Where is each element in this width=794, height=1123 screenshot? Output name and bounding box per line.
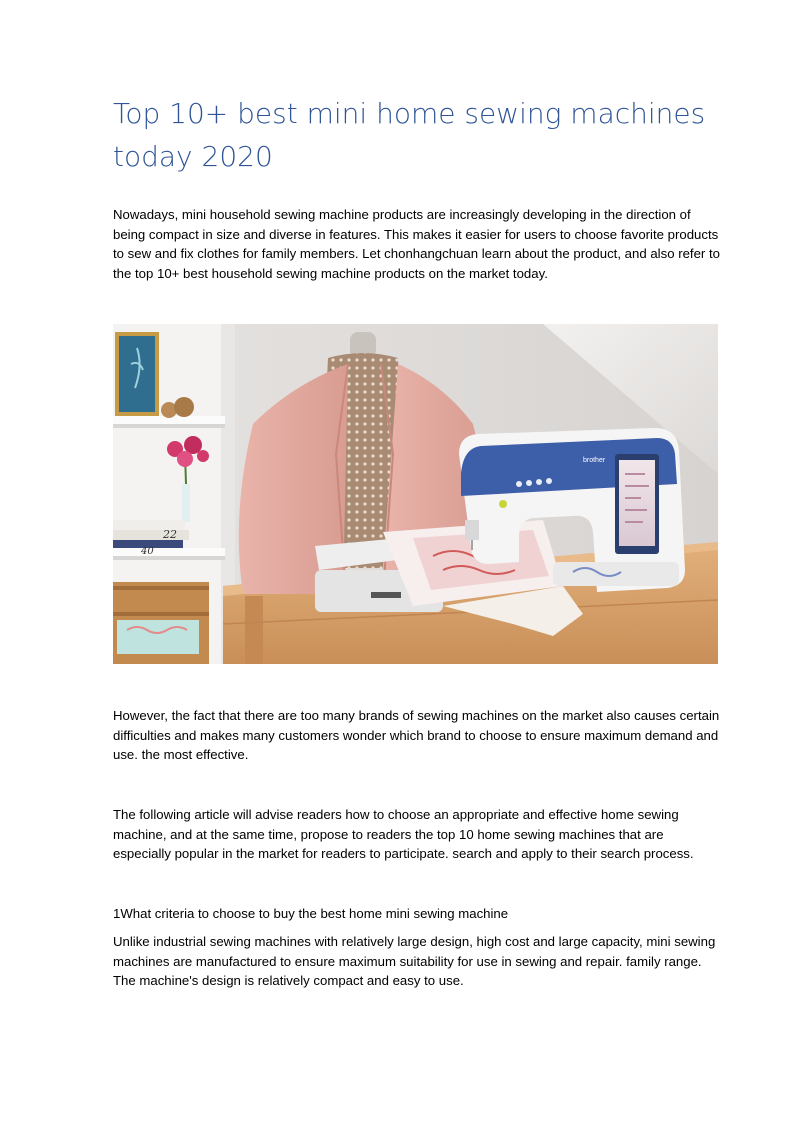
brands-paragraph: However, the fact that there are too many brands of sewing machines on the market also causes certain difficulties and makes many customers wonder which brand to choose to ensure maximum demand and use. the most effective. [113, 708, 720, 762]
machine-brand-label: brother [583, 457, 606, 464]
shelf-unit [113, 324, 235, 664]
hero-image [113, 324, 718, 664]
book-number-22: 22 [163, 528, 177, 541]
advice-paragraph: The following article will advise readers how to choose an appropriate and effective home sewing machine, and at the same time, propose to readers the top 10 home sewing machines that are especially popular in the market for readers to participate. search and apply to their search process. [113, 807, 694, 861]
book-number-40: 40 [141, 546, 154, 557]
section-heading-criteria: 1What criteria to choose to buy the best home mini sewing machine [113, 906, 509, 921]
page-title: Top 10+ best mini home sewing machines today 2020 [113, 97, 706, 173]
intro-paragraph: Nowadays, mini household sewing machine products are increasingly developing in the direction of being compact in size and diverse in features. This makes it easier for users to choose favorite products to sew and fix clothes for family members. Let chonhangchuan learn about the product, and also refer to the top 10+ best household sewing machine products on the market today. [113, 207, 720, 281]
criteria-paragraph: Unlike industrial sewing machines with relatively large design, high cost and large capacity, mini sewing machines are manufactured to ensure maximum suitability for use in sewing and repair. family range. The machine's design is relatively compact and easy to use. [113, 934, 716, 988]
